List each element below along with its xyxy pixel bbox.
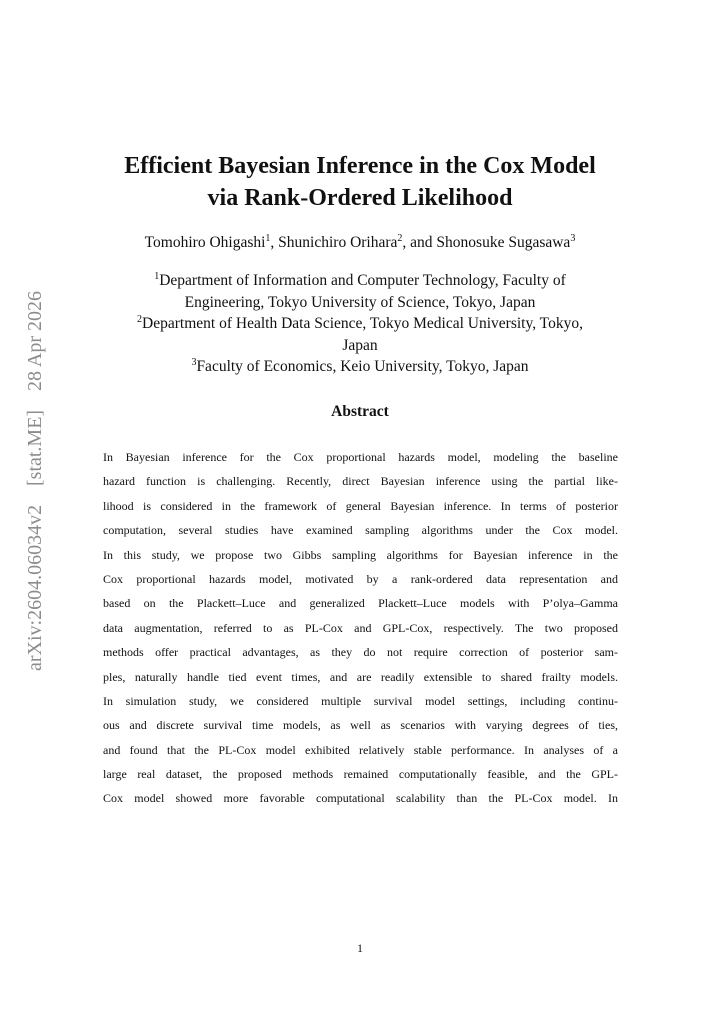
abstract-heading: Abstract <box>331 403 389 420</box>
abstract-line: and found that the PL-Cox model exhibited relatively stable performance. In analyses of a <box>103 742 618 757</box>
abstract-line: ous and discrete survival time models, as well as scenarios with varying degrees of ties, <box>103 718 618 733</box>
abstract-line: In this study, we propose two Gibbs sampling algorithms for Bayesian inference in the <box>103 547 618 562</box>
affiliation-mark: 3 <box>191 356 197 368</box>
arxiv-id: arXiv:2604.06034v2 <box>24 505 46 672</box>
affiliation-mark: 2 <box>137 313 143 325</box>
arxiv-identifier-stamp <box>20 289 50 673</box>
page-number: 1 <box>357 941 363 955</box>
abstract-line: computation, several studies have examined sampling algorithms under the Cox model. <box>103 523 618 538</box>
title-line-2: via Rank-Ordered Likelihood <box>207 185 513 211</box>
abstract-line: In simulation study, we considered multiple survival model settings, including continu- <box>103 693 618 708</box>
author-name: Tomohiro Ohigashi <box>144 234 266 251</box>
abstract-line: ples, naturally handle tied event times, and are readily extensible to shared frailty models. <box>103 669 618 684</box>
author-name: Shunichiro Orihara <box>278 234 398 251</box>
author-affiliation-mark: 2 <box>397 232 403 244</box>
affiliation-2-line-1: $^2$Department of Health Data Science, Tokyo Medical University, Tokyo, <box>137 313 583 332</box>
author-affiliation-mark: 1 <box>265 232 271 244</box>
paper-title <box>60 150 660 214</box>
abstract-line: Cox proportional hazards model, motivated by a rank-ordered data representation and <box>103 571 618 586</box>
affiliation-1-line-2: Engineering, Tokyo University of Science, Tokyo, Japan <box>184 293 536 311</box>
abstract-line: data augmentation, referred to as PL-Cox and GPL-Cox, respectively. The two proposed <box>103 620 618 635</box>
abstract-body <box>103 445 618 811</box>
abstract-line: Cox model showed more favorable computational scalability than the PL-Cox model. In <box>103 791 618 806</box>
affiliation-3-line-1: $^3$Faculty of Economics, Keio University, Tokyo, Japan <box>191 356 529 375</box>
abstract-line: based on the Plackett–Luce and generalized Plackett–Luce models with P’olya–Gamma <box>103 596 618 611</box>
abstract-line: lihood is considered in the framework of general Bayesian inference. In terms of posterior <box>103 498 618 513</box>
author-affiliation-mark: 3 <box>570 232 576 244</box>
affiliations <box>60 270 660 378</box>
abstract-line: methods offer practical advantages, as they do not require correction of posterior sam- <box>103 645 618 660</box>
abstract-line: hazard function is challenging. Recently, direct Bayesian inference using the partial like- <box>103 474 618 489</box>
arxiv-date: 28 Apr 2026 <box>24 290 46 391</box>
affiliation-1-line-1: $^1$Department of Information and Computer Technology, Faculty of <box>154 270 566 289</box>
abstract-line: In Bayesian inference for the Cox proportional hazards model, modeling the baseline <box>103 450 618 464</box>
affiliation-2-line-2: Japan <box>342 336 378 354</box>
arxiv-category: [stat.ME] <box>24 409 46 486</box>
author-separator: , and <box>402 234 437 251</box>
title-line-1: Efficient Bayesian Inference in the Cox Model <box>124 153 596 179</box>
affiliation-mark: 1 <box>154 270 160 282</box>
author-list <box>60 233 660 253</box>
abstract-line: large real dataset, the proposed methods remained computationally feasible, and the GPL- <box>103 767 618 782</box>
author-separator: , <box>270 234 279 251</box>
author-name: Shonosuke Sugasawa <box>436 234 571 251</box>
